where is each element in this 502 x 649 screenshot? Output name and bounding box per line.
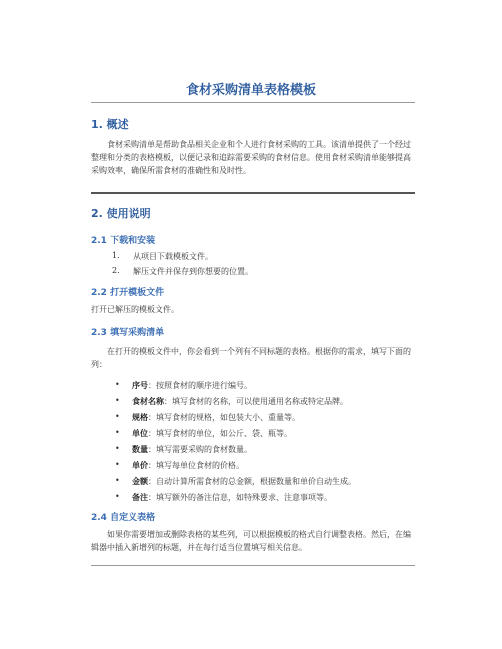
subsection-2-4-heading: 2.4 自定义表格 [91, 513, 156, 523]
subsection-2-3-body: 在打开的模板文件中，你会看到一个列有不同标题的表格。根据你的需求，填写下面的列： [91, 347, 411, 369]
section-1-body: 食材采购清单是帮助食品相关企业和个人进行食材采购的工具。该清单提供了一个经过整理和分类的表格模板，以便记录和追踪需要采购的食材信息。使用食材采购清单能够提高采购效率，确保所需食材的准确性和及时性。 [91, 140, 411, 175]
bullet-icon: • [115, 460, 120, 469]
section-2-heading: 2. 使用说明 [91, 207, 151, 220]
step-2-number: 2. [112, 266, 120, 275]
bullet-icon: • [115, 380, 120, 389]
subsection-2-2-body: 打开已解压的模板文件。 [91, 305, 179, 314]
subsection-2-1-heading: 2.1 下载和安装 [91, 236, 156, 246]
section-1-heading: 1. 概述 [91, 118, 129, 131]
bullet-icon: • [115, 396, 120, 405]
bullet-icon: • [115, 412, 120, 421]
bullet-icon: • [115, 476, 120, 485]
title-divider [91, 102, 415, 103]
list-item: 食材名称：填写食材的名称，可以使用通用名称或特定品牌。 [132, 396, 348, 406]
bullet-icon: • [115, 492, 120, 501]
bullet-icon: • [115, 444, 120, 453]
step-1-number: 1. [112, 251, 120, 260]
section-1-divider [91, 192, 415, 194]
subsection-2-2-heading: 2.2 打开模板文件 [91, 288, 165, 298]
subsection-2-3-heading: 2.3 填写采购清单 [91, 328, 165, 338]
list-item: 单价：填写每单位食材的价格。 [132, 460, 244, 470]
subsection-2-4-body: 如果你需要增加或删除表格的某些列，可以根据模板的格式自行调整表格。然后，在编辑器中插入新增列的标题，并在每行适当位置填写相关信息。 [91, 530, 411, 552]
list-item: 金额：自动计算所需食材的总金额，根据数量和单价自动生成。 [132, 476, 356, 486]
list-item: 数量：填写需要采购的食材数量。 [132, 444, 252, 454]
bullet-icon: • [115, 428, 120, 437]
list-item: 备注：填写额外的备注信息，如特殊要求、注意事项等。 [132, 492, 332, 502]
document-title: 食材采购清单表格模板 [185, 83, 316, 98]
step-1-text: 从项目下载模板文件。 [133, 252, 213, 261]
list-item: 规格：填写食材的规格，如包装大小、重量等。 [132, 412, 300, 422]
list-item: 序号：按照食材的顺序进行编号。 [132, 380, 252, 390]
list-item: 单位：填写食材的单位，如公斤、袋、瓶等。 [132, 428, 292, 438]
step-2-text: 解压文件并保存到你想要的位置。 [133, 267, 253, 276]
bottom-divider [91, 565, 415, 566]
